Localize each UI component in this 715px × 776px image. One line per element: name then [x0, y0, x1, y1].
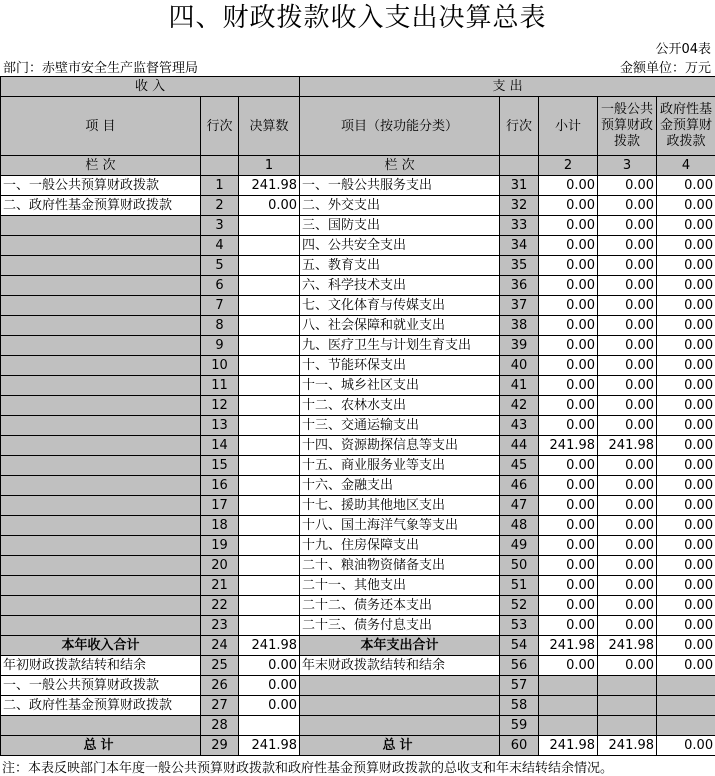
final-amount-header: 决算数	[239, 97, 300, 156]
expense-line-no-header: 行次	[500, 97, 539, 156]
expense-item: 六、科学技术支出	[300, 276, 500, 296]
income-amount	[239, 536, 300, 556]
table-row	[1, 296, 715, 316]
table-row	[1, 356, 715, 376]
expense-item: 八、社会保障和就业支出	[300, 316, 500, 336]
expense-general-budget: 0.00	[598, 556, 657, 576]
expense-line-no: 47	[500, 496, 539, 516]
table-row	[1, 596, 715, 616]
income-amount	[239, 376, 300, 396]
expense-column-blank	[500, 156, 539, 176]
expense-item: 三、国防支出	[300, 216, 500, 236]
carryover-income-line-no: 26	[201, 676, 239, 696]
expense-item-header: 项目（按功能分类）	[300, 97, 500, 156]
expense-subtotal: 0.00	[539, 576, 598, 596]
carryover-income-item: 一、一般公共预算财政拨款	[1, 676, 201, 696]
expense-line-no: 43	[500, 416, 539, 436]
expense-gov-fund: 0.00	[657, 476, 715, 496]
income-item: 二、政府性基金预算财政拨款	[1, 196, 201, 216]
income-total-amount: 241.98	[239, 636, 300, 656]
table-body	[1, 77, 715, 756]
income-line-no: 14	[201, 436, 239, 456]
expense-general-budget: 0.00	[598, 256, 657, 276]
expense-general-budget: 0.00	[598, 336, 657, 356]
unit-label: 金额单位：万元	[620, 57, 711, 76]
carryover-income-line-no: 27	[201, 696, 239, 716]
expense-general-budget: 0.00	[598, 396, 657, 416]
table-row	[1, 516, 715, 536]
expense-gov-fund: 0.00	[657, 336, 715, 356]
expense-subtotal: 0.00	[539, 396, 598, 416]
expense-general-budget: 0.00	[598, 176, 657, 196]
income-item	[1, 576, 201, 596]
expense-total-gov-fund: 0.00	[657, 636, 715, 656]
income-amount	[239, 516, 300, 536]
income-amount	[239, 356, 300, 376]
expense-gov-fund: 0.00	[657, 576, 715, 596]
income-item: 一、一般公共预算财政拨款	[1, 176, 201, 196]
subtotal-header: 小计	[539, 97, 598, 156]
expense-line-no: 40	[500, 356, 539, 376]
expense-item: 二十、粮油物资储备支出	[300, 556, 500, 576]
income-line-no: 5	[201, 256, 239, 276]
expense-gov-fund: 0.00	[657, 276, 715, 296]
expense-subtotal: 0.00	[539, 416, 598, 436]
expense-line-no: 44	[500, 436, 539, 456]
expense-general-budget: 0.00	[598, 616, 657, 636]
income-amount	[239, 236, 300, 256]
carryover-income-line-no: 28	[201, 716, 239, 736]
expense-item: 十四、资源勘探信息等支出	[300, 436, 500, 456]
expense-line-no: 32	[500, 196, 539, 216]
carryover-expense-general-budget	[598, 676, 657, 696]
carryover-income-amount: 0.00	[239, 656, 300, 676]
income-item	[1, 616, 201, 636]
income-amount	[239, 396, 300, 416]
income-item-header: 项 目	[1, 97, 201, 156]
expense-total-general-budget: 241.98	[598, 636, 657, 656]
carryover-expense-item	[300, 696, 500, 716]
income-column-label: 栏 次	[1, 156, 201, 176]
income-item	[1, 356, 201, 376]
expense-general-budget: 0.00	[598, 356, 657, 376]
expense-gov-fund: 0.00	[657, 256, 715, 276]
income-amount	[239, 556, 300, 576]
table-row	[1, 336, 715, 356]
income-line-no: 18	[201, 516, 239, 536]
income-item	[1, 396, 201, 416]
income-item	[1, 276, 201, 296]
income-item	[1, 456, 201, 476]
expense-general-budget: 0.00	[598, 276, 657, 296]
carryover-expense-subtotal	[539, 696, 598, 716]
carryover-expense-general-budget: 0.00	[598, 656, 657, 676]
expense-grand-total-label: 总计	[300, 736, 500, 756]
expense-column-label: 栏 次	[300, 156, 500, 176]
form-code-row	[0, 38, 715, 56]
income-line-no: 13	[201, 416, 239, 436]
income-total-label: 本年收入合计	[1, 636, 201, 656]
expense-item: 二、外交支出	[300, 196, 500, 216]
income-amount	[239, 256, 300, 276]
carryover-expense-line-no: 58	[500, 696, 539, 716]
carryover-expense-line-no: 59	[500, 716, 539, 736]
carryover-expense-gov-fund: 0.00	[657, 656, 715, 676]
expense-item: 十八、国土海洋气象等支出	[300, 516, 500, 536]
carryover-row	[1, 656, 715, 676]
expense-line-no: 50	[500, 556, 539, 576]
carryover-income-amount: 0.00	[239, 696, 300, 716]
income-item	[1, 296, 201, 316]
expense-gov-fund: 0.00	[657, 496, 715, 516]
expense-item: 五、教育支出	[300, 256, 500, 276]
income-line-no: 1	[201, 176, 239, 196]
income-line-no: 2	[201, 196, 239, 216]
expense-line-no: 49	[500, 536, 539, 556]
column-number-3: 3	[598, 156, 657, 176]
table-row	[1, 456, 715, 476]
table-row	[1, 556, 715, 576]
expense-grand-total-gov-fund: 0.00	[657, 736, 715, 756]
expense-general-budget: 0.00	[598, 416, 657, 436]
income-amount	[239, 316, 300, 336]
expense-general-budget: 0.00	[598, 496, 657, 516]
expense-item: 四、公共安全支出	[300, 236, 500, 256]
income-line-no: 17	[201, 496, 239, 516]
income-line-no: 6	[201, 276, 239, 296]
expense-gov-fund: 0.00	[657, 596, 715, 616]
income-line-no: 7	[201, 296, 239, 316]
carryover-expense-item	[300, 716, 500, 736]
table-row	[1, 496, 715, 516]
income-line-no: 10	[201, 356, 239, 376]
header-row-section	[1, 77, 715, 97]
page-title: 四、财政拨款收入支出决算总表	[0, 0, 715, 37]
income-grand-total-label: 总计	[1, 736, 201, 756]
income-item	[1, 236, 201, 256]
expense-line-no: 34	[500, 236, 539, 256]
expense-item: 十、节能环保支出	[300, 356, 500, 376]
expense-grand-total-subtotal: 241.98	[539, 736, 598, 756]
expense-gov-fund: 0.00	[657, 416, 715, 436]
carryover-row	[1, 716, 715, 736]
income-item	[1, 256, 201, 276]
income-line-no: 8	[201, 316, 239, 336]
income-line-no-header: 行次	[201, 97, 239, 156]
carryover-expense-gov-fund	[657, 676, 715, 696]
table-row	[1, 196, 715, 216]
carryover-expense-line-no: 57	[500, 676, 539, 696]
expense-gov-fund: 0.00	[657, 396, 715, 416]
expense-subtotal: 0.00	[539, 456, 598, 476]
table-row	[1, 276, 715, 296]
column-number-1: 1	[239, 156, 300, 176]
table-row	[1, 376, 715, 396]
expense-subtotal: 0.00	[539, 536, 598, 556]
income-item	[1, 596, 201, 616]
expense-total-line-no: 54	[500, 636, 539, 656]
expense-subtotal: 0.00	[539, 296, 598, 316]
carryover-income-item: 二、政府性基金预算财政拨款	[1, 696, 201, 716]
carryover-income-line-no: 25	[201, 656, 239, 676]
income-amount	[239, 456, 300, 476]
carryover-expense-general-budget	[598, 716, 657, 736]
table-row	[1, 316, 715, 336]
grand-total-row	[1, 736, 715, 756]
income-line-no: 20	[201, 556, 239, 576]
income-amount	[239, 616, 300, 636]
income-item	[1, 436, 201, 456]
carryover-income-amount: 0.00	[239, 676, 300, 696]
carryover-expense-item: 年末财政拨款结转和结余	[300, 656, 500, 676]
expense-general-budget: 0.00	[598, 236, 657, 256]
expense-line-no: 45	[500, 456, 539, 476]
expense-item: 十一、城乡社区支出	[300, 376, 500, 396]
income-item	[1, 416, 201, 436]
expense-item: 十三、交通运输支出	[300, 416, 500, 436]
expense-line-no: 53	[500, 616, 539, 636]
income-amount	[239, 416, 300, 436]
income-line-no: 3	[201, 216, 239, 236]
expense-gov-fund: 0.00	[657, 436, 715, 456]
income-line-no: 16	[201, 476, 239, 496]
carryover-expense-subtotal	[539, 716, 598, 736]
carryover-expense-gov-fund	[657, 716, 715, 736]
expense-subtotal: 0.00	[539, 216, 598, 236]
expense-item: 二十二、债务还本支出	[300, 596, 500, 616]
table-row	[1, 216, 715, 236]
expense-general-budget: 0.00	[598, 456, 657, 476]
expense-subtotal: 0.00	[539, 236, 598, 256]
expense-item: 十七、援助其他地区支出	[300, 496, 500, 516]
income-amount	[239, 436, 300, 456]
carryover-expense-subtotal	[539, 676, 598, 696]
carryover-income-amount	[239, 716, 300, 736]
expense-total-subtotal: 241.98	[539, 636, 598, 656]
expense-gov-fund: 0.00	[657, 556, 715, 576]
income-amount	[239, 576, 300, 596]
expense-subtotal: 241.98	[539, 436, 598, 456]
income-item	[1, 516, 201, 536]
income-header: 收 入	[1, 77, 300, 97]
expense-general-budget: 0.00	[598, 516, 657, 536]
carryover-income-item	[1, 716, 201, 736]
income-column-blank	[201, 156, 239, 176]
expense-subtotal: 0.00	[539, 196, 598, 216]
carryover-expense-general-budget	[598, 696, 657, 716]
expense-gov-fund: 0.00	[657, 176, 715, 196]
expense-total-label: 本年支出合计	[300, 636, 500, 656]
expense-line-no: 48	[500, 516, 539, 536]
income-item	[1, 316, 201, 336]
expense-subtotal: 0.00	[539, 276, 598, 296]
expense-grand-total-general-budget: 241.98	[598, 736, 657, 756]
column-label-row	[1, 156, 715, 176]
expense-general-budget: 0.00	[598, 196, 657, 216]
table-row	[1, 416, 715, 436]
carryover-expense-line-no: 56	[500, 656, 539, 676]
table-row	[1, 616, 715, 636]
table-row	[1, 476, 715, 496]
carryover-expense-subtotal: 0.00	[539, 656, 598, 676]
income-amount: 241.98	[239, 176, 300, 196]
income-grand-total-amount: 241.98	[239, 736, 300, 756]
expense-subtotal: 0.00	[539, 596, 598, 616]
form-code: 公开04表	[655, 42, 715, 57]
income-amount	[239, 476, 300, 496]
income-amount	[239, 296, 300, 316]
income-item	[1, 476, 201, 496]
expense-item: 二十一、其他支出	[300, 576, 500, 596]
expense-subtotal: 0.00	[539, 316, 598, 336]
expense-subtotal: 0.00	[539, 476, 598, 496]
expense-gov-fund: 0.00	[657, 236, 715, 256]
general-budget-header: 一般公共预算财政拨款	[598, 97, 657, 156]
expense-general-budget: 241.98	[598, 436, 657, 456]
expense-subtotal: 0.00	[539, 556, 598, 576]
expense-subtotal: 0.00	[539, 356, 598, 376]
table-row	[1, 436, 715, 456]
income-line-no: 12	[201, 396, 239, 416]
expense-subtotal: 0.00	[539, 336, 598, 356]
expense-line-no: 41	[500, 376, 539, 396]
income-line-no: 21	[201, 576, 239, 596]
income-line-no: 9	[201, 336, 239, 356]
expense-item: 十五、商业服务业等支出	[300, 456, 500, 476]
income-line-no: 22	[201, 596, 239, 616]
income-line-no: 15	[201, 456, 239, 476]
income-amount	[239, 496, 300, 516]
expense-general-budget: 0.00	[598, 316, 657, 336]
table-row	[1, 396, 715, 416]
expense-subtotal: 0.00	[539, 616, 598, 636]
expense-subtotal: 0.00	[539, 516, 598, 536]
income-item	[1, 216, 201, 236]
expense-line-no: 33	[500, 216, 539, 236]
header-row-columns	[1, 97, 715, 156]
expense-subtotal: 0.00	[539, 256, 598, 276]
expense-line-no: 31	[500, 176, 539, 196]
carryover-expense-item	[300, 676, 500, 696]
expense-item: 一、一般公共服务支出	[300, 176, 500, 196]
income-item	[1, 536, 201, 556]
column-number-4: 4	[657, 156, 715, 176]
expense-general-budget: 0.00	[598, 536, 657, 556]
income-item	[1, 556, 201, 576]
carryover-row	[1, 696, 715, 716]
expense-item: 十二、农林水支出	[300, 396, 500, 416]
carryover-income-item: 年初财政拨款结转和结余	[1, 656, 201, 676]
table-row	[1, 176, 715, 196]
column-number-2: 2	[539, 156, 598, 176]
expense-gov-fund: 0.00	[657, 316, 715, 336]
expense-line-no: 37	[500, 296, 539, 316]
income-amount	[239, 336, 300, 356]
expense-item: 七、文化体育与传媒支出	[300, 296, 500, 316]
carryover-row	[1, 676, 715, 696]
table-row	[1, 236, 715, 256]
expense-general-budget: 0.00	[598, 596, 657, 616]
expense-line-no: 36	[500, 276, 539, 296]
expense-general-budget: 0.00	[598, 296, 657, 316]
table-row	[1, 536, 715, 556]
income-line-no: 4	[201, 236, 239, 256]
expense-subtotal: 0.00	[539, 496, 598, 516]
expense-gov-fund: 0.00	[657, 376, 715, 396]
gov-fund-header: 政府性基金预算财政拨款	[657, 97, 715, 156]
expense-subtotal: 0.00	[539, 376, 598, 396]
expense-gov-fund: 0.00	[657, 356, 715, 376]
total-row	[1, 636, 715, 656]
expense-gov-fund: 0.00	[657, 616, 715, 636]
expense-line-no: 39	[500, 336, 539, 356]
expense-gov-fund: 0.00	[657, 296, 715, 316]
expense-line-no: 52	[500, 596, 539, 616]
expense-line-no: 51	[500, 576, 539, 596]
expense-item: 九、医疗卫生与计划生育支出	[300, 336, 500, 356]
income-amount: 0.00	[239, 196, 300, 216]
expense-general-budget: 0.00	[598, 476, 657, 496]
budget-table	[0, 76, 715, 756]
expense-item: 十六、金融支出	[300, 476, 500, 496]
expense-gov-fund: 0.00	[657, 216, 715, 236]
expense-item: 二十三、债务付息支出	[300, 616, 500, 636]
expense-line-no: 35	[500, 256, 539, 276]
income-line-no: 23	[201, 616, 239, 636]
expense-gov-fund: 0.00	[657, 196, 715, 216]
department-label: 部门：赤壁市安全生产监督管理局	[3, 57, 198, 76]
department-row	[0, 57, 715, 75]
income-item	[1, 496, 201, 516]
income-total-line-no: 24	[201, 636, 239, 656]
income-amount	[239, 276, 300, 296]
expense-subtotal: 0.00	[539, 176, 598, 196]
expense-line-no: 38	[500, 316, 539, 336]
expense-item: 十九、住房保障支出	[300, 536, 500, 556]
expense-general-budget: 0.00	[598, 576, 657, 596]
carryover-expense-gov-fund	[657, 696, 715, 716]
expense-header: 支 出	[300, 77, 715, 97]
income-amount	[239, 596, 300, 616]
table-row	[1, 256, 715, 276]
income-line-no: 11	[201, 376, 239, 396]
expense-gov-fund: 0.00	[657, 456, 715, 476]
footnote: 注：本表反映部门本年度一般公共预算财政拨款和政府性基金预算财政拨款的总收支和年末结转结余情况。	[2, 757, 613, 776]
expense-general-budget: 0.00	[598, 216, 657, 236]
expense-line-no: 46	[500, 476, 539, 496]
income-line-no: 19	[201, 536, 239, 556]
expense-gov-fund: 0.00	[657, 536, 715, 556]
table-row	[1, 576, 715, 596]
income-amount	[239, 216, 300, 236]
expense-line-no: 42	[500, 396, 539, 416]
expense-grand-total-line-no: 60	[500, 736, 539, 756]
income-grand-total-line-no: 29	[201, 736, 239, 756]
income-item	[1, 336, 201, 356]
expense-general-budget: 0.00	[598, 376, 657, 396]
income-item	[1, 376, 201, 396]
expense-gov-fund: 0.00	[657, 516, 715, 536]
